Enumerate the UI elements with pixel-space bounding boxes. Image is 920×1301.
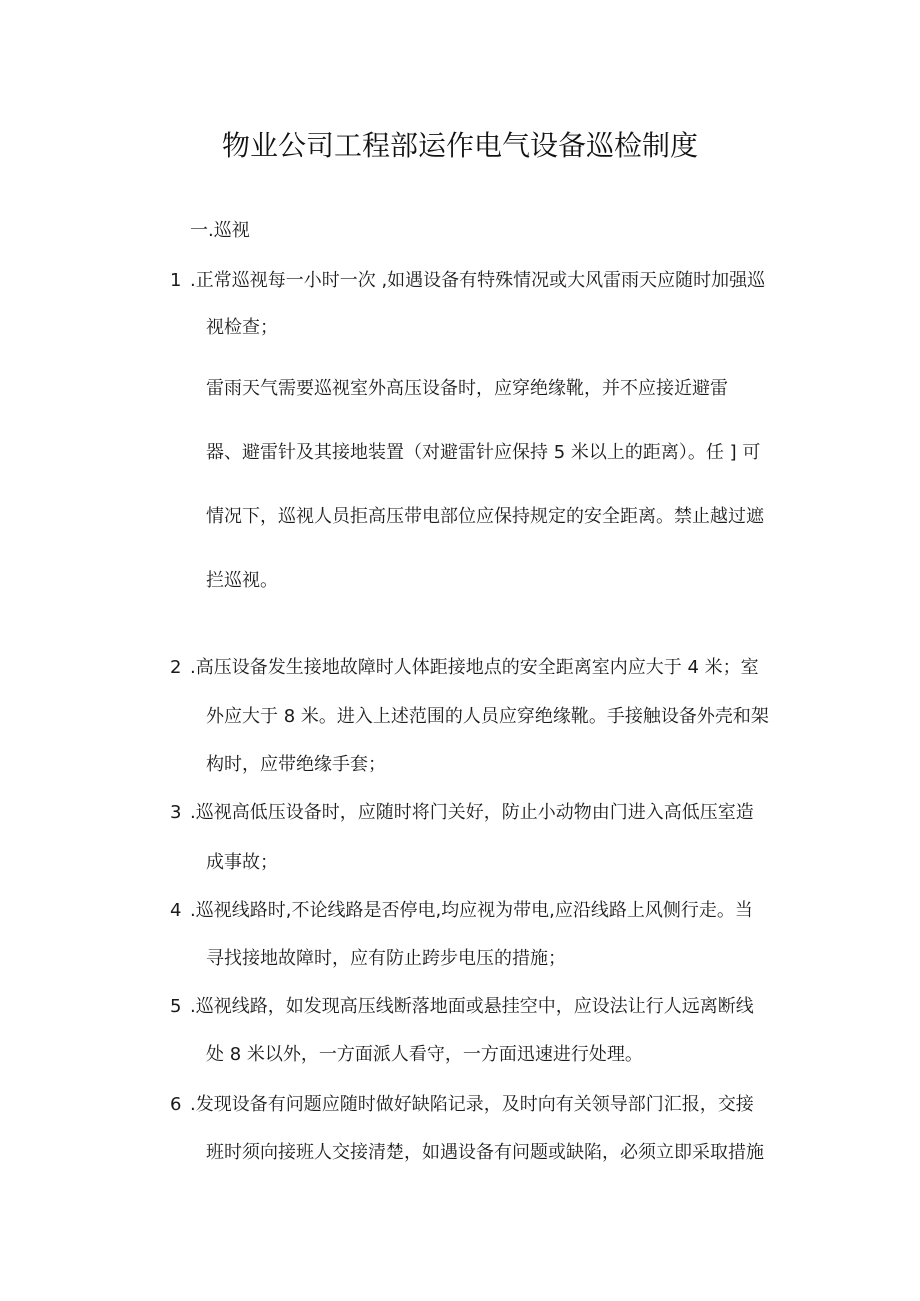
- item-number: 1: [170, 270, 182, 291]
- item-text-line: 雷雨天气需要巡视室外高压设备时，应穿绝缘靴，并不应接近避雷: [206, 378, 728, 399]
- item-text-line: 情况下，巡视人员拒高压带电部位应保持规定的安全距离。禁止越过遮: [206, 506, 764, 527]
- item-text-line: 外应大于 8 米。进入上述范围的人员应穿绝缘靴。手接触设备外壳和架: [206, 706, 769, 727]
- item-text-line: 拦巡视。: [206, 570, 278, 591]
- item-text-line: 寻找接地故障时，应有防止跨步电压的措施；: [206, 948, 566, 969]
- item-text-line: .巡视线路时,不论线路是否停电,均应视为带电,应沿线路上风侧行走。当: [190, 900, 753, 921]
- item-text-line: .巡视高低压设备时，应随时将门关好，防止小动物由门进入高低压室造: [190, 802, 754, 823]
- item-number: 6: [170, 1094, 182, 1115]
- item-text-line: 构时，应带绝缘手套；: [206, 754, 386, 775]
- item-text-line: 器、避雷针及其接地装置（对避雷针应保持 5 米以上的距离）。任 ] 可: [206, 442, 761, 463]
- item-text-line: .发现设备有问题应随时做好缺陷记录，及时向有关领导部门汇报，交接: [190, 1094, 754, 1115]
- item-number: 5: [170, 996, 182, 1017]
- item-text-line: 班时须向接班人交接清楚，如遇设备有问题或缺陷，必须立即采取措施: [206, 1142, 764, 1163]
- section-heading: 一.巡视: [190, 220, 250, 241]
- item-number: 4: [170, 900, 182, 921]
- item-text-line: .正常巡视每一小时一次 ,如遇设备有特殊情况或大风雷雨天应随时加强巡: [190, 270, 766, 291]
- item-text-line: .高压设备发生接地故障时人体距接地点的安全距离室内应大于 4 米；室: [190, 657, 759, 678]
- document-title: 物业公司工程部运作电气设备巡检制度: [221, 129, 698, 162]
- item-number: 2: [170, 657, 182, 678]
- item-text-line: 处 8 米以外，一方面派人看守，一方面迅速进行处理。: [206, 1044, 643, 1065]
- item-number: 3: [170, 802, 182, 823]
- item-text-line: 视检查；: [206, 317, 278, 338]
- item-text-line: 成事故；: [206, 852, 278, 873]
- item-text-line: .巡视线路，如发现高压线断落地面或悬挂空中，应设法让行人远离断线: [190, 996, 754, 1017]
